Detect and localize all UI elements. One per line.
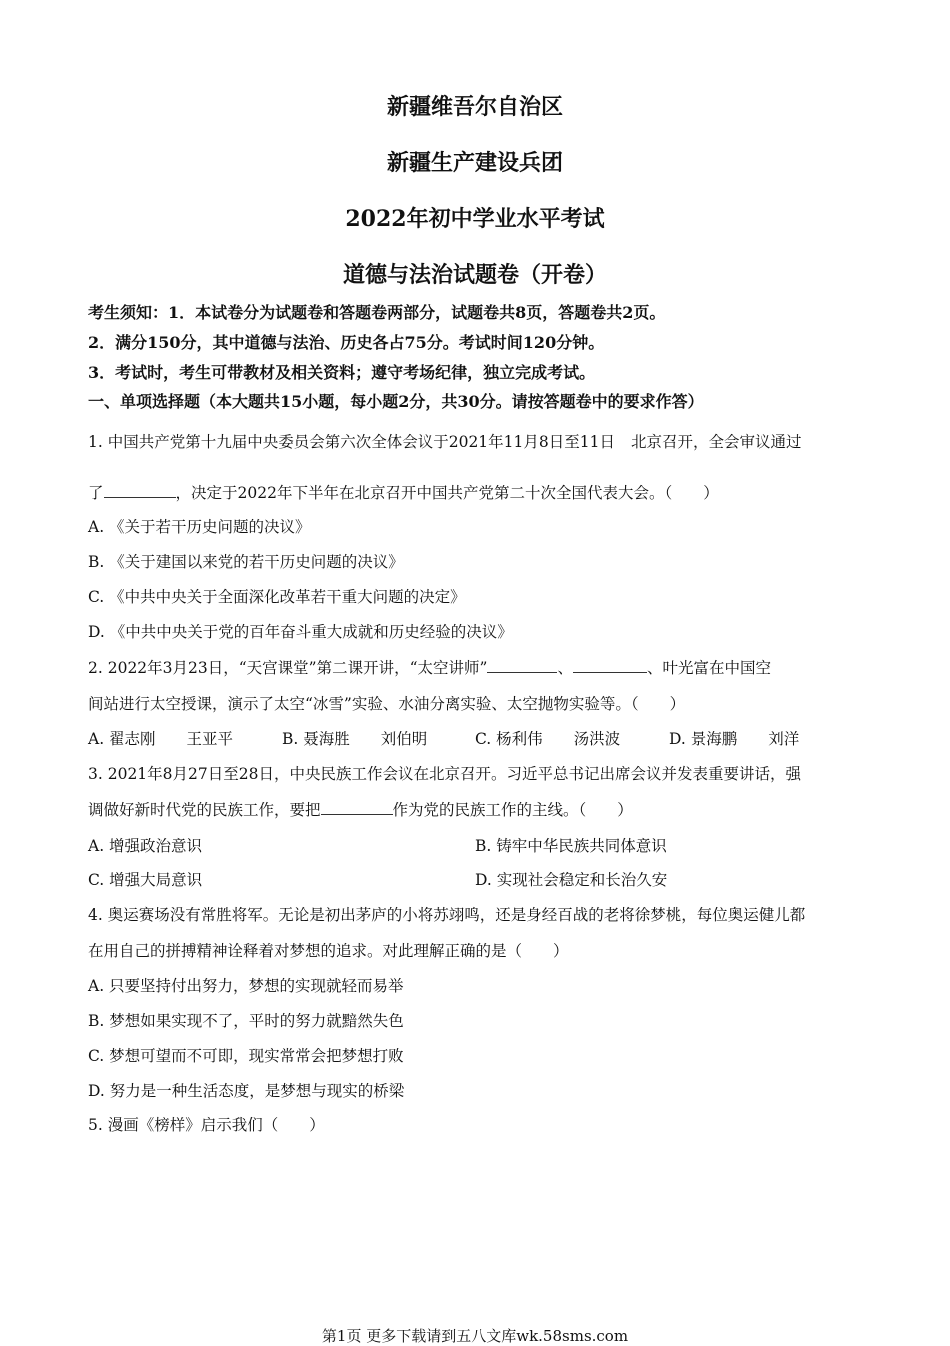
question-3-option-a: A. 增强政治意识 — [88, 837, 203, 855]
question-2-option-b: B. 聂海胜 刘伯明 — [282, 730, 428, 748]
question-1-option-a: A. 《关于若干历史问题的决议》 — [88, 518, 311, 536]
question-3-option-c: C. 增强大局意识 — [88, 871, 203, 889]
question-2-stem-line-2: 间站进行太空授课，演示了太空“冰雪”实验、水油分离实验、太空抛物实验等。（ ） — [88, 695, 686, 713]
answer-blank — [487, 658, 557, 673]
question-1-stem-line-2 — [88, 481, 719, 503]
question-2-stem-post: 、叶光富在中国空 — [646, 659, 771, 677]
page-footer: 第1页 更多下载请到五八文库wk.58sms.com — [321, 1327, 629, 1345]
title-region: 新疆维吾尔自治区 — [386, 94, 563, 120]
section-heading: 一、单项选择题（本大题共15小题，每小题2分，共30分。请按答题卷中的要求作答） — [88, 392, 704, 411]
question-4-option-b: B. 梦想如果实现不了，平时的努力就黯然失色 — [88, 1012, 404, 1030]
question-1-option-d: D. 《中共中央关于党的百年奋斗重大成就和历史经验的决议》 — [88, 623, 513, 641]
question-2-stem-sep: 、 — [557, 659, 573, 677]
question-4-option-a: A. 只要坚持付出努力，梦想的实现就轻而易举 — [88, 977, 404, 995]
title-exam: 2022年初中学业水平考试 — [345, 206, 605, 232]
answer-blank — [321, 800, 393, 815]
question-4-option-d: D. 努力是一种生活态度，是梦想与现实的桥梁 — [88, 1082, 405, 1100]
question-3-stem-pre: 调做好新时代党的民族工作，要把 — [88, 801, 321, 819]
question-4-stem-line-2: 在用自己的拼搏精神诠释着对梦想的追求。对此理解正确的是（ ） — [88, 942, 569, 960]
notice-line-2: 2．满分150分，其中道德与法治、历史各占75分。考试时间120分钟。 — [88, 333, 605, 352]
question-1-stem-line-1 — [88, 430, 802, 452]
question-3-stem-post: 作为党的民族工作的主线。（ ） — [392, 801, 633, 819]
question-3-option-d: D. 实现社会稳定和长治久安 — [475, 871, 668, 889]
question-5-stem: 5. 漫画《榜样》启示我们（ ） — [88, 1116, 325, 1134]
question-4-option-c: C. 梦想可望而不可即，现实常常会把梦想打败 — [88, 1047, 404, 1065]
question-1-stem-post: ，决定于2022年下半年在北京召开中国共产党第二十次全国代表大会。（ ） — [175, 484, 719, 502]
question-2-option-c: C. 杨利伟 汤洪波 — [475, 730, 621, 748]
question-4-stem-line-1: 4. 奥运赛场没有常胜将军。无论是初出茅庐的小将苏翊鸣，还是身经百战的老将徐梦桃，每位奥运健儿都 — [88, 906, 806, 924]
question-1-stem-part-1: 1. 中国共产党第十九届中央委员会第六次全体会议于2021年11月8日至11日 — [88, 433, 615, 451]
question-2-option-a: A. 翟志刚 王亚平 — [88, 730, 234, 748]
question-2-stem-line-1 — [88, 656, 771, 678]
title-paper: 道德与法治试题卷（开卷） — [342, 262, 607, 288]
question-3-stem-line-1: 3. 2021年8月27日至28日，中央民族工作会议在北京召开。习近平总书记出席会议并发表重要讲话，强 — [88, 765, 801, 783]
question-3-stem-line-2 — [88, 798, 633, 820]
question-1-stem-part-2: 北京召开，全会审议通过 — [630, 433, 802, 451]
question-3-option-b: B. 铸牢中华民族共同体意识 — [475, 837, 667, 855]
notice-line-1: 考生须知：1．本试卷分为试题卷和答题卷两部分，试题卷共8页，答题卷共2页。 — [88, 303, 666, 322]
answer-blank — [104, 483, 176, 498]
title-corps: 新疆生产建设兵团 — [386, 150, 563, 176]
notice-line-3: 3．考试时，考生可带教材及相关资料；遵守考场纪律，独立完成考试。 — [88, 363, 596, 382]
question-1-option-b: B. 《关于建国以来党的若干历史问题的决议》 — [88, 553, 404, 571]
answer-blank — [573, 658, 647, 673]
question-2-option-d: D. 景海鹏 刘洋 — [669, 730, 800, 748]
question-2-stem-pre: 2. 2022年3月23日，“天宫课堂”第二课开讲，“太空讲师” — [88, 659, 488, 677]
question-1-option-c: C. 《中共中央关于全面深化改革若干重大问题的决定》 — [88, 588, 466, 606]
question-1-stem-pre: 了 — [88, 484, 104, 502]
